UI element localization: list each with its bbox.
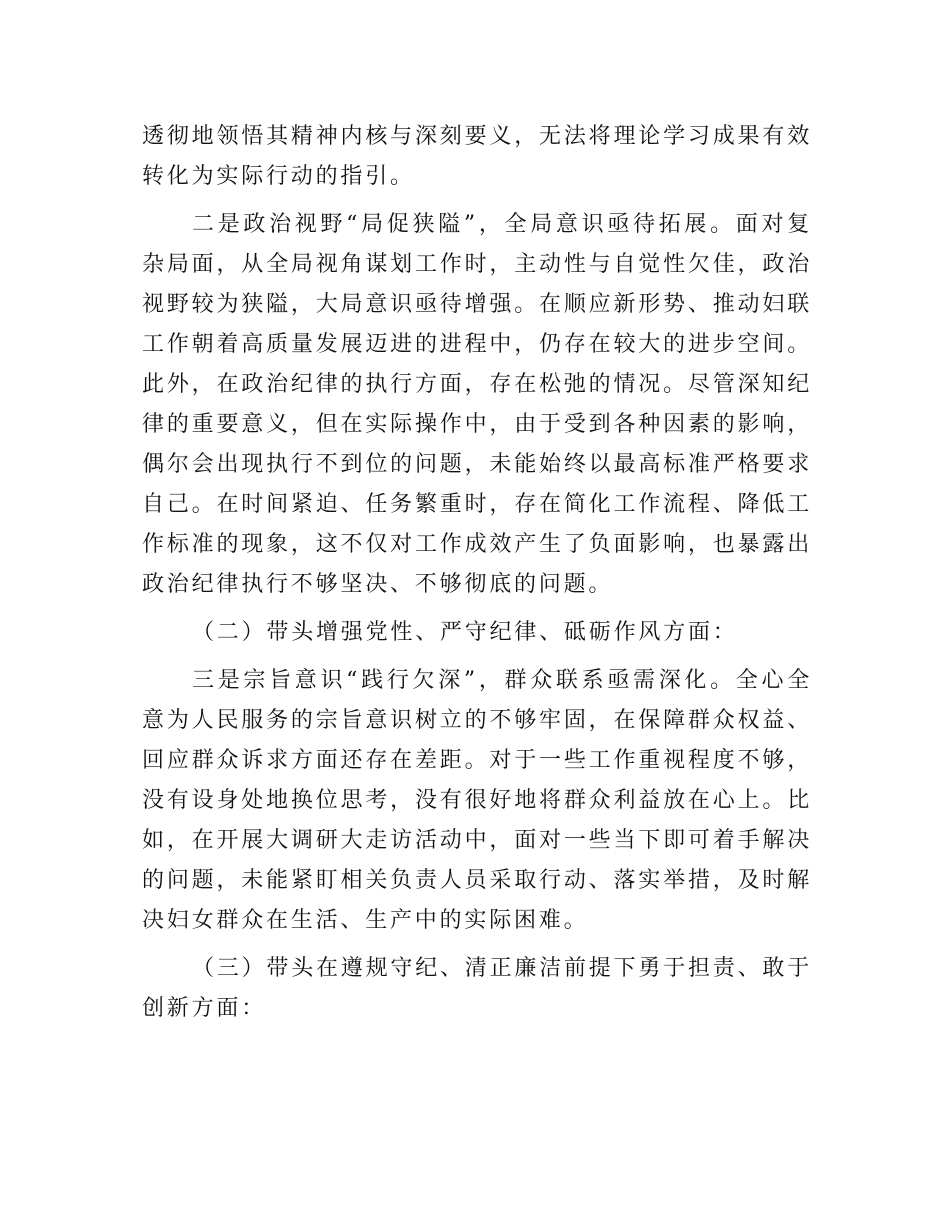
paragraph-political-vision: 二是政治视野“局促狭隘”，全局意识亟待拓展。面对复杂局面，从全局视角谋划工作时，主动性与自觉性欠佳，政治视野较为狭隘，大局意识亟待增强。在顺应新形势、推动妇联工作朝着高质量发展迈进的进程中，仍存在较大的进步空间。此外，在政治纪律的执行方面，存在松弛的情况。尽管深知纪律的重要意义，但在实际操作中，由于受到各种因素的影响，偶尔会出现执行不到位的问题，未能始终以最高标准严格要求自己。在时间紧迫、任务繁重时，存在简化工作流程、降低工作标准的现象，这不仅对工作成效产生了负面影响，也暴露出政治纪律执行不够坚决、不够彻底的问题。 xyxy=(142,212,812,597)
section-heading-three: （三）带头在遵规守纪、清正廉洁前提下勇于担责、敢于创新方面： xyxy=(142,956,813,1021)
paragraph-purpose-awareness: 三是宗旨意识“践行欠深”，群众联系亟需深化。全心全意为人民服务的宗旨意识树立的不够牢固，在保障群众权益、回应群众诉求方面还存在差距。对于一些工作重视程度不够，没有设身处地换位思考，没有很好地将群众利益放在心上。比如，在开展大调研大走访活动中，面对一些当下即可着手解决的问题，未能紧盯相关负责人员采取行动、落实举措，及时解决妇女群众在生活、生产中的实际困难。 xyxy=(142,668,812,933)
document-page xyxy=(142,117,812,1037)
section-heading-two: （二）带头增强党性、严守纪律、砥砺作风方面： xyxy=(192,620,738,645)
paragraph-continuation: 透彻地领悟其精神内核与深刻要义，无法将理论学习成果有效转化为实际行动的指引。 xyxy=(142,124,812,189)
